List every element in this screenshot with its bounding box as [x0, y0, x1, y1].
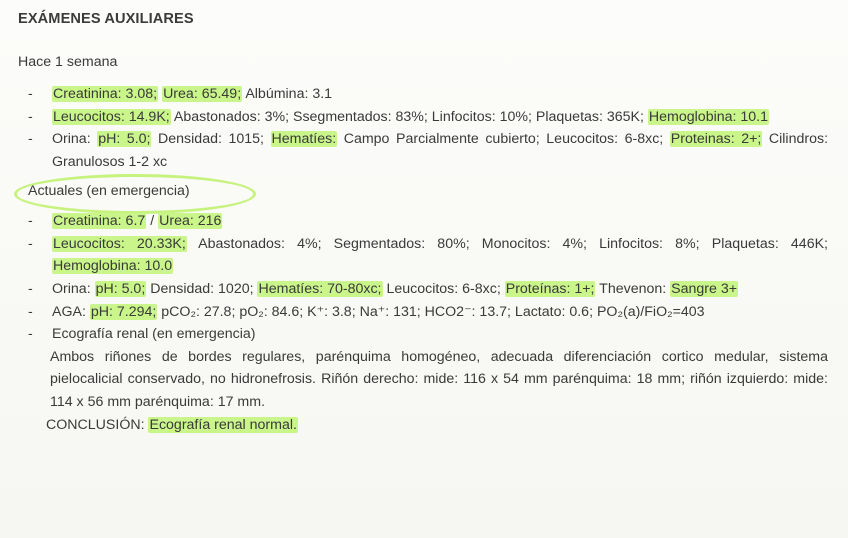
ultrasound-description: Ambos riñones de bordes regulares, parénquima homogéneo, adecuada diferenciación cortico medular, sistema pielocalicial conservado, no hidronefrosis. Riñón derecho: mide: 116 x 54 mm parénquima: 18 mm; riñón izquierdo: mide: 114 x 56 mm parénquima: 17 mm.: [50, 348, 828, 410]
section-heading-current: Actuales (en emergencia): [28, 182, 190, 199]
current-heading-wrap: [28, 180, 190, 203]
ultrasound-heading: Ecografía renal (en emergencia): [52, 326, 256, 343]
urine-label: Orina:: [52, 131, 98, 148]
aga-label: AGA:: [52, 303, 90, 320]
blood-value: Sangre 3+: [671, 280, 738, 297]
separator: /: [146, 213, 159, 230]
list-item: [18, 323, 828, 346]
list-item: [18, 278, 828, 301]
density-text: Densidad: 1020;: [146, 280, 258, 297]
urine-leuco-text: Leucocitos: 6-8xc;: [382, 280, 505, 297]
current-results: [18, 210, 828, 346]
urine-ph-value: pH: 5.0;: [98, 131, 151, 148]
leukocytes-value: Leucocitos: 20.33K;: [53, 235, 186, 252]
urine-label: Orina:: [52, 280, 95, 297]
casts-text: Cilindros: Granulosos 1-2 xc: [52, 131, 829, 170]
list-item: [18, 233, 828, 278]
aga-ph-value: pH: 7.294;: [90, 303, 157, 320]
proteins-value: Proteinas: 2+;: [670, 131, 762, 148]
urine-ph-value: pH: 5.0;: [95, 280, 146, 297]
density-text: Densidad: 1015;: [151, 131, 271, 148]
urea-value: Urea: 216: [159, 213, 222, 230]
leukocytes-value: Leucocitos: 14.9K;: [53, 108, 170, 125]
thevenon-label: Thevenon:: [595, 280, 671, 297]
list-item: [18, 128, 828, 173]
page-title: EXÁMENES AUXILIARES: [18, 11, 194, 27]
list-item: [18, 301, 828, 324]
conclusion-line: [18, 414, 828, 437]
list-item: [18, 106, 828, 129]
differential-text: Abastonados: 3%; Ssegmentados: 83%; Linfocitos: 10%; Plaquetas: 365K;: [170, 108, 644, 125]
hemoglobin-value: Hemoglobina: 10.1: [648, 108, 769, 125]
creatinine-value: Creatinina: 6.7: [53, 213, 146, 230]
hematies-value: Hematíes: 70-80xc;: [258, 280, 382, 297]
proteins-value: Proteínas: 1+;: [505, 280, 595, 297]
urea-value: Urea: 65.49;: [163, 86, 242, 103]
urine-leuco-text: Campo Parcialmente cubierto; Leucocitos: 6-8xc;: [337, 131, 664, 148]
differential-text: Abastonados: 4%; Segmentados: 80%; Monocitos: 4%; Linfocitos: 8%; Plaquetas: 446K;: [186, 235, 828, 252]
last-week-results: [18, 83, 828, 173]
circled-highlight: [14, 174, 256, 214]
hemoglobin-value: Hemoglobina: 10.0: [53, 258, 173, 275]
conclusion-value: Ecografía renal normal.: [149, 416, 297, 433]
conclusion-label: CONCLUSIÓN:: [46, 416, 149, 433]
creatinine-value: Creatinina: 3.08;: [53, 86, 158, 103]
aga-values-text: pCO₂: 27.8; pO₂: 84.6; K⁺: 3.8; Na⁺: 131; HCO2⁻: 13.7; Lactato: 0.6; PO₂(a)/FiO₂=403: [157, 303, 705, 320]
list-item: [18, 83, 828, 106]
hematies-value: Hematíes:: [271, 131, 337, 148]
list-item: [18, 210, 828, 233]
albumin-text: Albúmina: 3.1: [242, 86, 333, 103]
section-heading-last-week: Hace 1 semana: [18, 53, 118, 70]
